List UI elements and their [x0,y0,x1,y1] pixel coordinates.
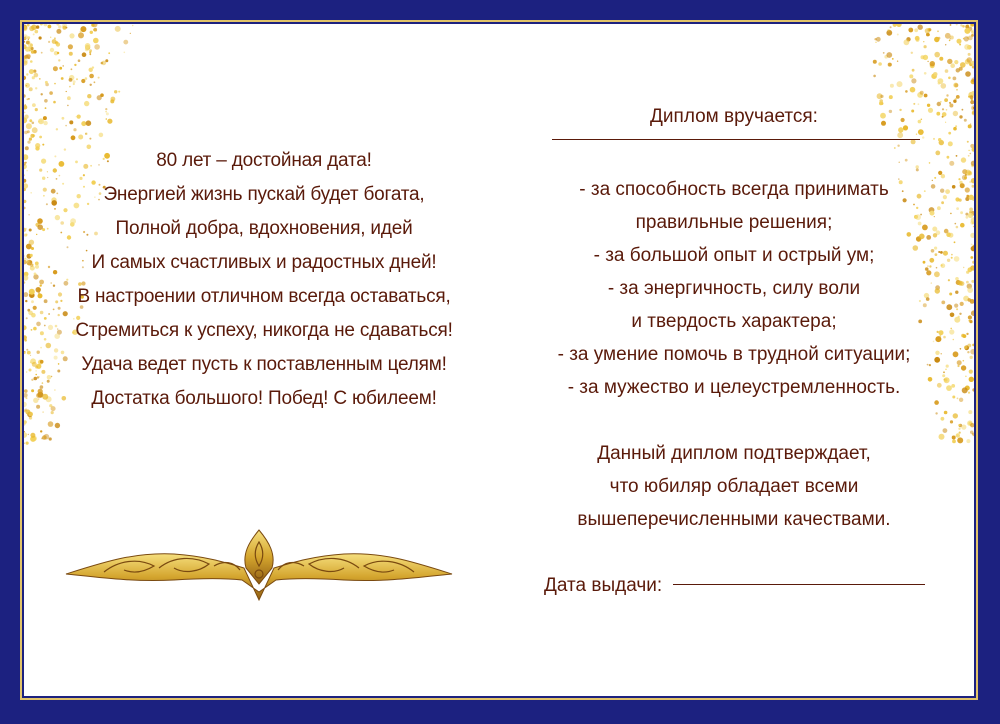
date-row [544,569,924,602]
poem-line: 80 лет – достойная дата! [156,150,372,171]
date-label: Дата выдачи: [544,575,663,596]
diploma-text-block [544,100,924,602]
diploma-sheet [24,24,974,696]
poem-line: Стремиться к успеху, никогда не сдаваться! [75,320,453,341]
reason-line: - за энергичность, силу воли [607,278,861,299]
diploma-title: Диплом вручается: [650,106,818,127]
poem-line: Достатка большого! Побед! С юбилеем! [91,388,437,409]
spacer [544,404,924,437]
confirm-line: Данный диплом подтверждает, [597,443,871,464]
reason-line: и твердость характера; [631,311,837,332]
date-blank [673,584,925,585]
confirm-line: что юбиляр обладает всеми [609,476,859,497]
spacer [544,140,924,173]
gold-ornament-divider [64,522,454,602]
reason-line: - за большой опыт и острый ум; [593,245,875,266]
reason-line: - за мужество и целеустремленность. [567,377,901,398]
reason-line: - за умение помочь в трудной ситуации; [557,344,911,365]
reason-line: правильные решения; [635,212,833,233]
poem-line: Удача ведет пусть к поставленным целям! [81,354,447,375]
poem-line: И самых счастливых и радостных дней! [91,252,437,273]
poem-line: В настроении отличном всегда оставаться, [77,286,451,307]
reason-line: - за способность всегда принимать [579,179,889,200]
poem-block [54,144,474,416]
poem-line: Энергией жизнь пускай будет богата, [103,184,425,205]
poem-line: Полной добра, вдохновения, идей [115,218,413,239]
spacer [544,536,924,569]
confirm-line: вышеперечисленными качествами. [577,509,891,530]
